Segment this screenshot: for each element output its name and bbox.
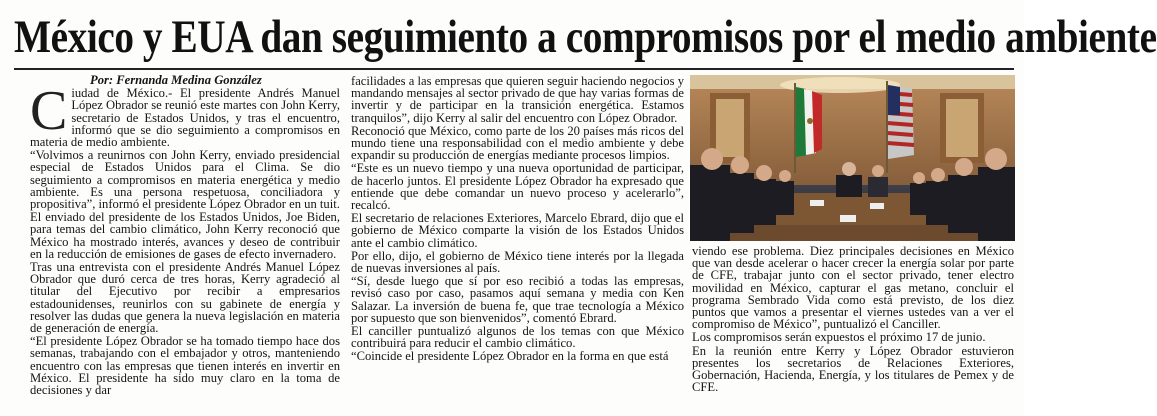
article-column-3 bbox=[692, 245, 1014, 394]
paragraph: Por ello, dijo, el gobierno de México tiene interés por la llegada de nuevas inversiones al país. bbox=[351, 248, 684, 276]
paragraph: En la reunión entre Kerry y López Obrador estuvieron presentes los secretarios de Relaciones Exteriores, Gobernación, Hacienda, Energía, y los titulares de Pemex y de CFE. bbox=[692, 343, 1014, 395]
headline-rule bbox=[14, 68, 1014, 70]
paragraph: facilidades a las empresas que quieren seguir haciendo negocios y mandando mensajes al sector privado de que hay varias formas de invertir y de participar en la transición energética. Estamos tranquilos”, dijo Kerry al salir del encuentro con López Obrador. bbox=[351, 74, 684, 125]
article-column-2 bbox=[351, 75, 684, 364]
paragraph: iudad de México.- El presidente Andrés Manuel López Obrador se reunió este martes con John Kerry, secretario de Estados Unidos, y tras el encuentro, informó que se dio seguimiento a compromisos en materia de medio ambiente. bbox=[30, 86, 340, 150]
drop-cap: C bbox=[30, 80, 68, 143]
paragraph: Los compromisos serán expuestos el próximo 17 de junio. bbox=[692, 330, 986, 345]
paragraph: Reconoció que México, como parte de los 20 países más ricos del mundo tiene una responsabilidad con el medio ambiente y debe expandir su producción de energías mediante procesos limpios. bbox=[351, 123, 684, 163]
paragraph: “Este es un nuevo tiempo y una nueva oportunidad de participar, de hacerlo juntos. El presidente López Obrador ha expresado que entiende que debe comandar un nuevo proceso y acelerarlo”, recalcó. bbox=[351, 161, 684, 213]
paragraph: “Coincide el presidente López Obrador en la forma en que está bbox=[351, 349, 669, 364]
byline: Por: Fernanda Medina González bbox=[90, 73, 262, 87]
paragraph: “Sí, desde luego que sí por eso recibió a todas las empresas, revisó caso por caso, pasamos aquí semana y media con Ken Salazar. La inversión de buena fe, que trae tecnología a México por supuesto que son bienvenidos”, comentó Ebrard. bbox=[351, 274, 684, 325]
headline: México y EUA dan seguimiento a compromisos por el medio ambiente bbox=[14, 11, 1157, 63]
paragraph: El enviado del presidente de los Estados Unidos, Joe Biden, para temas del cambio climático, John Kerry reconoció que México ha mostrado interés, avances y deseo de contribuir en la reducción de emisiones de gases de efecto invernadero. bbox=[30, 210, 340, 261]
paragraph: El secretario de relaciones Exteriores, Marcelo Ebrard, dijo que el gobierno de México comparte la visión de los Estados Unidos ante el cambio climático. bbox=[351, 211, 684, 250]
article-column-1 bbox=[30, 74, 340, 397]
paragraph: “Volvimos a reunirnos con John Kerry, enviado presidencial especial de Estados Unidos para el Clima. Se dio seguimiento a compromisos en materia energética y medio ambiente. Es una persona respetuosa, conciliadora y propositiva”, informó el presidente López Obrador en un tuit. bbox=[30, 148, 340, 212]
paragraph: El canciller puntualizó algunos de los temas con que México contribuirá para reducir el cambio climático. bbox=[351, 324, 684, 351]
paragraph: viendo ese problema. Diez principales decisiones en México que van desde acelerar o hacer crecer la energía solar por parte de CFE, trabajar junto con el sector privado, tener electro movilidad en México, capturar el gas metano, concluir el programa Sembrado Vida como está previsto, de los diez puntos que vamos a presentar el viernes ustedes van a ver el compromiso de México”, puntualizó el Canciller. bbox=[692, 244, 1014, 332]
paragraph: “El presidente López Obrador se ha tomado tiempo hace dos semanas, trabajando con el embajador y otros, manteniendo encuentro con las empresas que tienen interés en invertir en México. El presidente ha sido muy claro en la toma de decisiones y dar bbox=[30, 334, 340, 398]
paragraph: Tras una entrevista con el presidente Andrés Manuel López Obrador que duró cerca de tres horas, Kerry agradeció al titular del Ejecutivo por recibir a empresarios estadounidenses, reunirlos con su gabinete de energía y resolver las dudas que genera la nueva legislación en materia de generación de energía. bbox=[30, 260, 340, 336]
meeting-photo bbox=[690, 75, 1015, 241]
